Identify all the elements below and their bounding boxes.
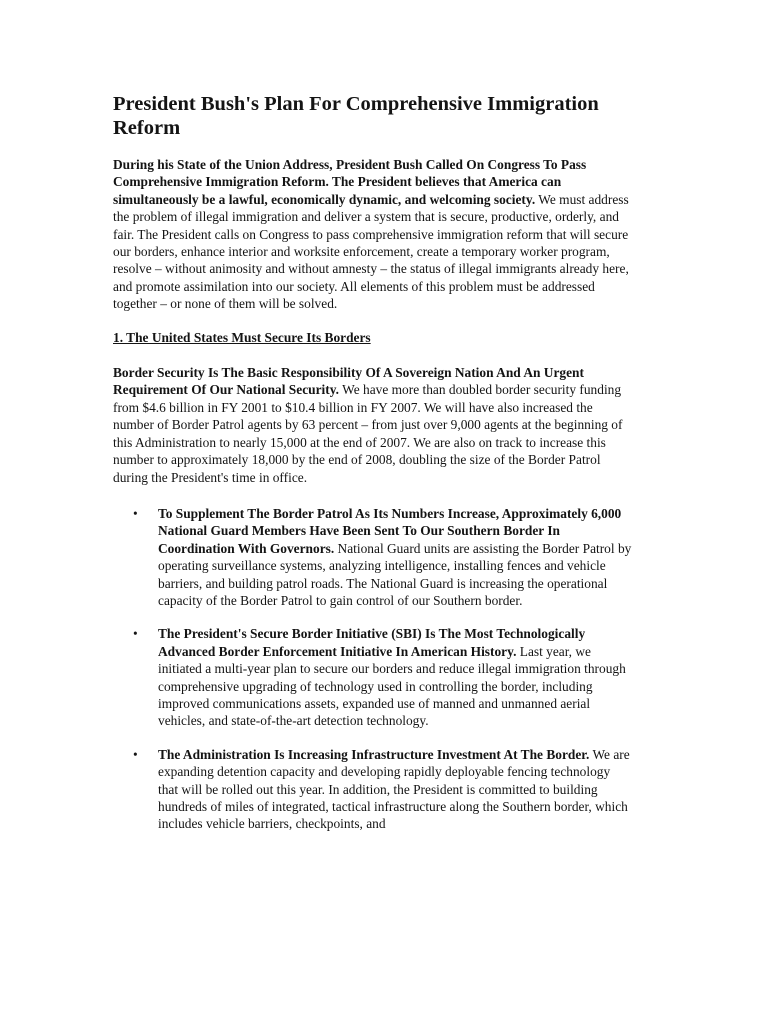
intro-paragraph xyxy=(113,156,633,313)
section-paragraph xyxy=(113,364,633,486)
bullet-body-text: We are expanding detention capacity and developing rapidly deployable fencing technology that will be rolled out this year. In addition, the President is committed to building hundreds of miles of integrated, tactical infrastructure along the Southern border, which includes vehicle barriers, checkpoints, and xyxy=(158,746,630,832)
document-title: President Bush's Plan For Comprehensive Immigration Reform xyxy=(113,93,599,139)
list-item xyxy=(113,625,633,729)
bullet-body-text: National Guard units are assisting the Border Patrol by operating surveillance systems, analyzing intelligence, installing fences and vehicle barriers, and building patrol roads. The National Guard is increasing the operational capacity of the Border Patrol to gain control of our Southern border. xyxy=(158,540,632,608)
bullet-bold-lead: The President's Secure Border Initiative (SBI) Is The Most Technologically Advanced Border Enforcement Initiative In American History. xyxy=(158,626,586,659)
bullet-body-text: Last year, we initiated a multi-year plan to secure our borders and reduce illegal immigration through comprehensive upgrading of technology used in controlling the border, including improved communications assets, expanded use of manned and unmanned aerial vehicles, and state-of-the-art detection technology. xyxy=(158,643,626,729)
list-item xyxy=(113,505,633,609)
list-item xyxy=(113,746,633,833)
bullet-icon: • xyxy=(133,505,138,521)
section-heading-borders: 1. The United States Must Secure Its Borders xyxy=(113,329,371,345)
document-page xyxy=(113,92,633,849)
bullet-bold-lead: To Supplement The Border Patrol As Its Numbers Increase, Approximately 6,000 National Guard Members Have Been Sent To Our Southern Border In Coordination With Governors. xyxy=(158,505,622,556)
bullet-icon: • xyxy=(133,746,138,762)
bullet-list xyxy=(113,505,633,833)
section-body-text: We have more than doubled border security funding from $4.6 billion in FY 2001 to $10.4 billion in FY 2007. We will have also increased the number of Border Patrol agents by 63 percent – from just over 9,000 agents at the beginning of this Administration to nearly 15,000 at the end of 2007. We are also on track to increase this number to approximately 18,000 by the end of 2008, doubling the size of the Border Patrol during the President's time in office. xyxy=(113,382,623,485)
bullet-bold-lead: The Administration Is Increasing Infrastructure Investment At The Border. xyxy=(158,746,590,762)
intro-body-text: We must address the problem of illegal immigration and deliver a system that is secure, productive, orderly, and fair. The President calls on Congress to pass comprehensive immigration reform that will secure our borders, enhance interior and worksite enforcement, create a temporary worker program, resolve – without animosity and without amnesty – the status of illegal immigrants already here, and promote assimilation into our society. All elements of this problem must be addressed together – or none of them will be solved. xyxy=(113,191,629,312)
intro-bold-lead: During his State of the Union Address, President Bush Called On Congress To Pass Comprehensive Immigration Reform. The President believes that America can simultaneously be a lawful, economically dynamic, and welcoming society. xyxy=(113,157,587,207)
section-bold-lead: Border Security Is The Basic Responsibility Of A Sovereign Nation And An Urgent Requirement Of Our National Security. xyxy=(113,365,584,398)
bullet-icon: • xyxy=(133,626,138,642)
